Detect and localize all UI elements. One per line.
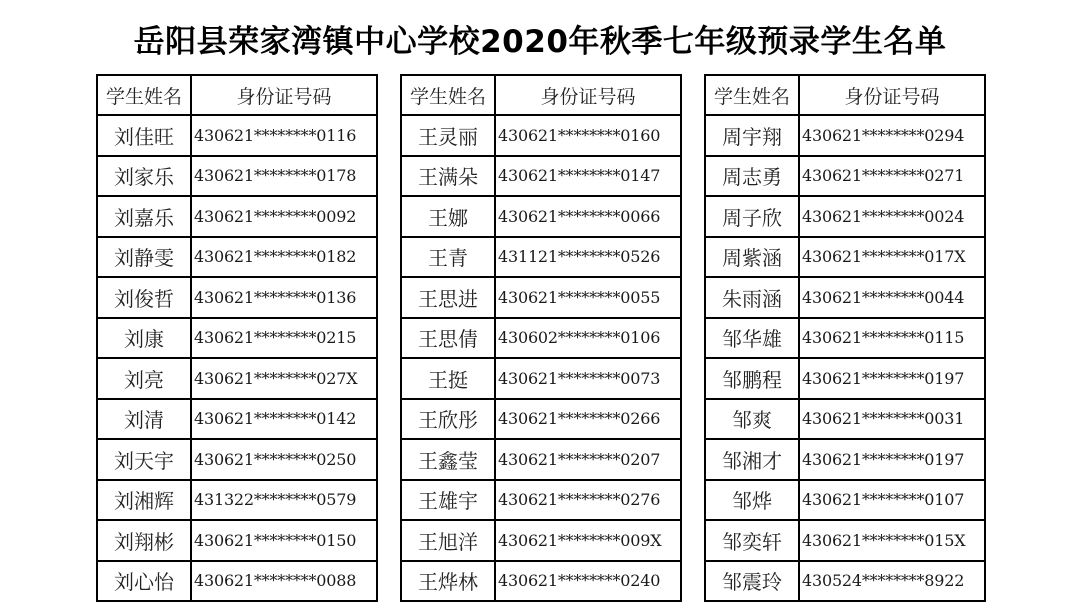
student-name-cell: 刘康 bbox=[97, 318, 191, 359]
student-row bbox=[401, 439, 681, 480]
student-row bbox=[401, 196, 681, 237]
table-header-row bbox=[97, 75, 377, 115]
id-number-cell: 430621********0182 bbox=[191, 237, 377, 278]
student-row bbox=[401, 237, 681, 278]
student-name-cell: 刘俊哲 bbox=[97, 277, 191, 318]
id-number-cell: 430621********0142 bbox=[191, 399, 377, 440]
student-name-cell: 邹奕轩 bbox=[705, 520, 799, 561]
student-name-cell: 刘天宇 bbox=[97, 439, 191, 480]
student-name-cell: 刘佳旺 bbox=[97, 115, 191, 156]
student-name-cell: 周志勇 bbox=[705, 156, 799, 197]
id-number-cell: 430621********0066 bbox=[495, 196, 681, 237]
student-name-cell: 刘静雯 bbox=[97, 237, 191, 278]
id-number-cell: 430621********009X bbox=[495, 520, 681, 561]
student-row bbox=[705, 399, 985, 440]
student-row bbox=[705, 196, 985, 237]
student-row bbox=[97, 358, 377, 399]
table-header-row bbox=[705, 75, 985, 115]
id-number-cell: 430621********0160 bbox=[495, 115, 681, 156]
student-row bbox=[401, 561, 681, 602]
student-row bbox=[401, 480, 681, 521]
student-name-cell: 王雄宇 bbox=[401, 480, 495, 521]
student-row bbox=[705, 439, 985, 480]
student-name-cell: 刘清 bbox=[97, 399, 191, 440]
student-row bbox=[705, 561, 985, 602]
id-number-cell: 430621********0044 bbox=[799, 277, 985, 318]
student-name-cell: 刘心怡 bbox=[97, 561, 191, 602]
name-column-header: 学生姓名 bbox=[97, 75, 191, 115]
id-number-cell: 430621********027X bbox=[191, 358, 377, 399]
student-name-cell: 王挺 bbox=[401, 358, 495, 399]
student-name-cell: 刘家乐 bbox=[97, 156, 191, 197]
student-row bbox=[705, 237, 985, 278]
id-number-cell: 430621********0150 bbox=[191, 520, 377, 561]
id-number-cell: 430621********0250 bbox=[191, 439, 377, 480]
student-name-cell: 王灵丽 bbox=[401, 115, 495, 156]
student-name-cell: 王娜 bbox=[401, 196, 495, 237]
student-row bbox=[97, 399, 377, 440]
id-number-cell: 430621********0147 bbox=[495, 156, 681, 197]
document-title: 岳阳县荣家湾镇中心学校2020年秋季七年级预录学生名单 bbox=[133, 24, 947, 60]
id-number-cell: 430621********0266 bbox=[495, 399, 681, 440]
student-row bbox=[401, 277, 681, 318]
name-column-header: 学生姓名 bbox=[705, 75, 799, 115]
id-number-cell: 430621********0271 bbox=[799, 156, 985, 197]
id-number-cell: 430621********0115 bbox=[799, 318, 985, 359]
table-header-row bbox=[401, 75, 681, 115]
student-row bbox=[97, 156, 377, 197]
id-number-cell: 430621********0092 bbox=[191, 196, 377, 237]
id-number-cell: 431121********0526 bbox=[495, 237, 681, 278]
student-table-1 bbox=[96, 74, 378, 602]
id-number-cell: 430621********0055 bbox=[495, 277, 681, 318]
student-row bbox=[401, 115, 681, 156]
id-number-cell: 430621********0197 bbox=[799, 358, 985, 399]
student-row bbox=[97, 439, 377, 480]
name-column-header: 学生姓名 bbox=[401, 75, 495, 115]
student-table-2 bbox=[400, 74, 682, 602]
id-number-cell: 430621********0276 bbox=[495, 480, 681, 521]
id-number-cell: 430621********0116 bbox=[191, 115, 377, 156]
student-name-cell: 邹烨 bbox=[705, 480, 799, 521]
student-name-cell: 邹华雄 bbox=[705, 318, 799, 359]
student-row bbox=[705, 358, 985, 399]
id-number-cell: 431322********0579 bbox=[191, 480, 377, 521]
student-name-cell: 王满朵 bbox=[401, 156, 495, 197]
id-number-cell: 430621********0073 bbox=[495, 358, 681, 399]
student-row bbox=[401, 520, 681, 561]
student-row bbox=[97, 237, 377, 278]
student-row bbox=[97, 318, 377, 359]
student-name-cell: 刘翔彬 bbox=[97, 520, 191, 561]
student-row bbox=[705, 480, 985, 521]
student-row bbox=[97, 520, 377, 561]
student-name-cell: 刘亮 bbox=[97, 358, 191, 399]
student-name-cell: 刘湘辉 bbox=[97, 480, 191, 521]
id-number-cell: 430602********0106 bbox=[495, 318, 681, 359]
id-number-cell: 430621********017X bbox=[799, 237, 985, 278]
id-number-cell: 430621********0215 bbox=[191, 318, 377, 359]
student-row bbox=[705, 156, 985, 197]
student-name-cell: 王旭洋 bbox=[401, 520, 495, 561]
student-table-3 bbox=[704, 74, 986, 602]
student-name-cell: 周子欣 bbox=[705, 196, 799, 237]
student-name-cell: 周宇翔 bbox=[705, 115, 799, 156]
id-column-header: 身份证号码 bbox=[191, 75, 377, 115]
id-number-cell: 430621********0088 bbox=[191, 561, 377, 602]
student-name-cell: 王思倩 bbox=[401, 318, 495, 359]
student-name-cell: 邹湘才 bbox=[705, 439, 799, 480]
student-row bbox=[97, 480, 377, 521]
student-row bbox=[97, 277, 377, 318]
student-name-cell: 邹震玲 bbox=[705, 561, 799, 602]
id-number-cell: 430621********0240 bbox=[495, 561, 681, 602]
student-row bbox=[705, 520, 985, 561]
student-row bbox=[705, 115, 985, 156]
student-name-cell: 王思进 bbox=[401, 277, 495, 318]
student-row bbox=[705, 277, 985, 318]
student-name-cell: 王鑫莹 bbox=[401, 439, 495, 480]
id-number-cell: 430621********0197 bbox=[799, 439, 985, 480]
student-name-cell: 刘嘉乐 bbox=[97, 196, 191, 237]
id-number-cell: 430621********0178 bbox=[191, 156, 377, 197]
id-number-cell: 430621********0207 bbox=[495, 439, 681, 480]
id-number-cell: 430621********0136 bbox=[191, 277, 377, 318]
id-number-cell: 430621********015X bbox=[799, 520, 985, 561]
student-name-cell: 朱雨涵 bbox=[705, 277, 799, 318]
student-name-cell: 王烨林 bbox=[401, 561, 495, 602]
id-column-header: 身份证号码 bbox=[495, 75, 681, 115]
student-name-cell: 邹爽 bbox=[705, 399, 799, 440]
student-row bbox=[97, 561, 377, 602]
student-row bbox=[705, 318, 985, 359]
student-name-cell: 邹鹏程 bbox=[705, 358, 799, 399]
id-number-cell: 430524********8922 bbox=[799, 561, 985, 602]
student-row bbox=[401, 358, 681, 399]
student-name-cell: 周紫涵 bbox=[705, 237, 799, 278]
id-number-cell: 430621********0031 bbox=[799, 399, 985, 440]
student-row bbox=[97, 196, 377, 237]
student-row bbox=[401, 399, 681, 440]
id-number-cell: 430621********0024 bbox=[799, 196, 985, 237]
id-number-cell: 430621********0107 bbox=[799, 480, 985, 521]
student-row bbox=[401, 156, 681, 197]
student-row bbox=[401, 318, 681, 359]
id-number-cell: 430621********0294 bbox=[799, 115, 985, 156]
id-column-header: 身份证号码 bbox=[799, 75, 985, 115]
student-name-cell: 王欣彤 bbox=[401, 399, 495, 440]
student-row bbox=[97, 115, 377, 156]
student-name-cell: 王青 bbox=[401, 237, 495, 278]
